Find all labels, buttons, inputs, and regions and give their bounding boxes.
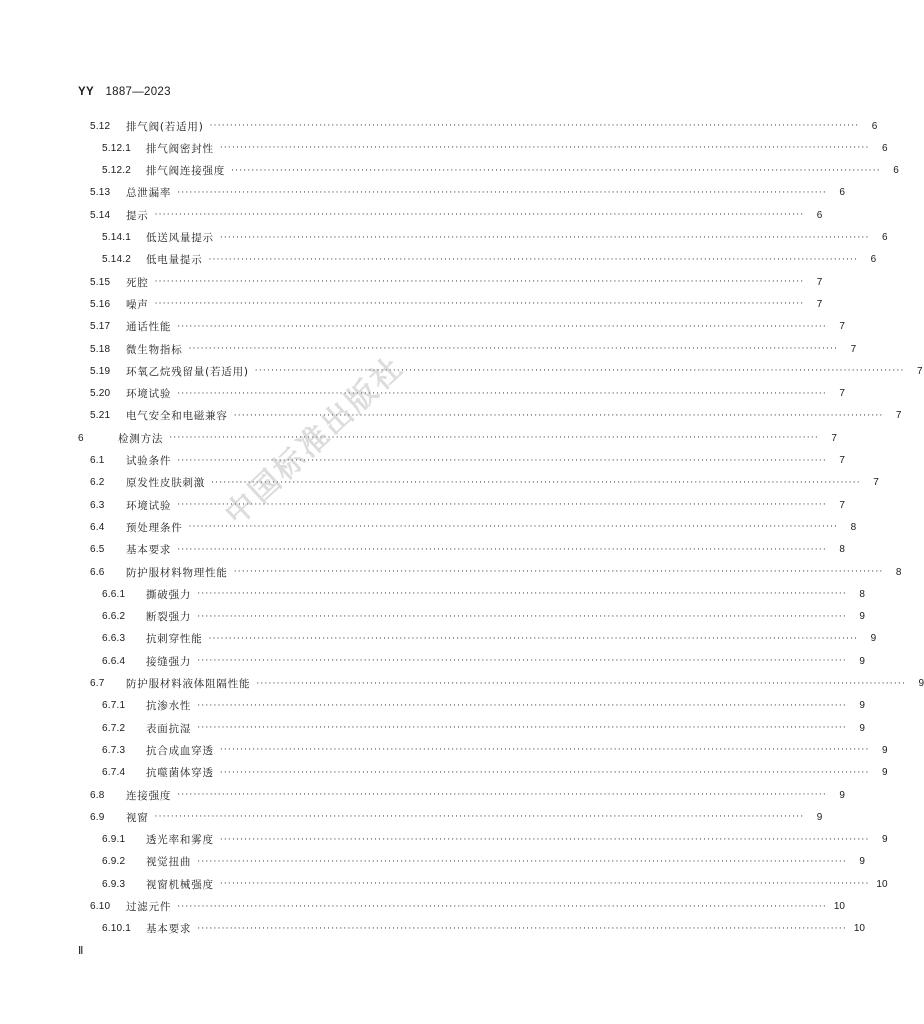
toc-entry-number: 6.10 bbox=[90, 901, 111, 912]
toc-entry-page: 10 bbox=[876, 878, 888, 890]
toc-leader-dots: ································································································································································ bbox=[256, 678, 907, 689]
toc-entry[interactable] bbox=[90, 340, 857, 358]
toc-entry-number: 6.6.3 bbox=[102, 633, 126, 645]
toc-entry-title: 抗刺穿性能 bbox=[146, 633, 203, 646]
toc-entry[interactable] bbox=[90, 184, 845, 202]
toc-entry-title: 基本要求 bbox=[146, 923, 192, 936]
toc-entry-number: 6.7.3 bbox=[102, 744, 126, 756]
toc-leader-dots: ································································································································································ bbox=[177, 321, 827, 332]
toc-leader-dots: ································································································································································ bbox=[219, 232, 870, 243]
toc-entry-page: 9 bbox=[859, 700, 865, 712]
toc-leader-dots: ································································································································································ bbox=[219, 834, 870, 845]
toc-entry-number: 5.12 bbox=[90, 120, 111, 132]
toc-entry-page: 9 bbox=[859, 722, 865, 734]
toc-entry-title: 防护服材料液体阻隔性能 bbox=[126, 678, 251, 690]
toc-entry-number: 6.10.1 bbox=[102, 923, 132, 935]
toc-leader-dots: ································································································································································ bbox=[197, 611, 847, 622]
toc-leader-dots: ································································································································································ bbox=[233, 410, 884, 421]
toc-leader-dots: ································································································································································ bbox=[197, 856, 847, 867]
toc-entry[interactable] bbox=[102, 920, 865, 938]
toc-entry-title: 视觉扭曲 bbox=[146, 856, 192, 869]
toc-entry[interactable] bbox=[102, 251, 877, 269]
toc-entry-page: 8 bbox=[839, 544, 845, 556]
page-numeral: Ⅱ bbox=[78, 945, 84, 957]
toc-entry[interactable] bbox=[78, 429, 837, 447]
toc-leader-dots: ································································································································································ bbox=[154, 277, 805, 288]
toc-entry[interactable] bbox=[90, 808, 823, 826]
toc-entry-title: 视窗 bbox=[126, 811, 149, 824]
standard-number: 1887—2023 bbox=[105, 86, 171, 98]
toc-entry-title: 排气阀密封性 bbox=[146, 142, 214, 155]
toc-entry-title: 表面抗湿 bbox=[146, 722, 192, 735]
toc-entry-page: 10 bbox=[833, 901, 845, 912]
toc-entry-number: 6.4 bbox=[90, 521, 105, 533]
toc-entry-page: 7 bbox=[839, 455, 845, 466]
toc-entry-page: 6 bbox=[893, 165, 899, 177]
toc-leader-dots: ································································································································································ bbox=[211, 477, 861, 488]
toc-entry-page: 9 bbox=[881, 744, 888, 756]
toc-entry[interactable] bbox=[102, 764, 888, 782]
toc-leader-dots: ································································································································································ bbox=[177, 500, 827, 511]
toc-leader-dots: ································································································································································ bbox=[254, 366, 905, 377]
toc-leader-dots: ································································································································································ bbox=[197, 656, 847, 667]
standard-code: YY bbox=[78, 86, 94, 98]
toc-entry-page: 7 bbox=[839, 321, 845, 333]
toc-leader-dots: ································································································································································ bbox=[209, 121, 860, 131]
toc-entry-number: 6.3 bbox=[90, 499, 105, 511]
toc-entry[interactable] bbox=[90, 117, 878, 135]
toc-entry-title: 透光率和雾度 bbox=[146, 834, 214, 847]
toc-entry-page: 9 bbox=[870, 633, 877, 645]
toc-entry-number: 5.20 bbox=[90, 388, 111, 400]
toc-leader-dots: ································································································································································ bbox=[233, 567, 884, 577]
toc-leader-dots: ································································································································································ bbox=[219, 879, 870, 890]
toc-leader-dots: ································································································································································ bbox=[177, 455, 827, 466]
toc-entry-page: 7 bbox=[831, 432, 837, 444]
toc-entry-title: 排气阀(若适用) bbox=[126, 120, 204, 133]
toc-entry-page: 8 bbox=[850, 521, 857, 533]
toc-entry-title: 噪声 bbox=[126, 298, 149, 311]
toc-entry-page: 7 bbox=[816, 276, 823, 288]
toc-entry-number: 5.16 bbox=[90, 298, 111, 310]
toc-entry[interactable] bbox=[90, 518, 857, 536]
toc-entry-title: 总泄漏率 bbox=[126, 187, 172, 200]
toc-entry-title: 抗噬菌体穿透 bbox=[146, 767, 214, 780]
toc-entry[interactable] bbox=[102, 853, 865, 871]
toc-entry-number: 6.9 bbox=[90, 811, 105, 823]
toc-entry[interactable] bbox=[102, 608, 865, 626]
toc-entry-number: 5.14 bbox=[90, 209, 111, 221]
toc-entry-title: 排气阀连接强度 bbox=[146, 165, 226, 178]
toc-entry[interactable] bbox=[90, 474, 879, 492]
toc-entry-number: 5.21 bbox=[90, 410, 111, 422]
toc-entry[interactable] bbox=[102, 741, 888, 759]
toc-entry[interactable] bbox=[90, 318, 845, 336]
toc-entry-number: 5.12.2 bbox=[102, 165, 132, 177]
toc-entry[interactable] bbox=[90, 898, 845, 916]
toc-leader-dots: ································································································································································ bbox=[177, 544, 827, 555]
toc-entry-title: 连接强度 bbox=[126, 789, 172, 802]
toc-entry-number: 5.13 bbox=[90, 187, 111, 199]
toc-entry-number: 5.15 bbox=[90, 276, 111, 288]
toc-entry[interactable] bbox=[102, 719, 865, 737]
toc-entry-page: 7 bbox=[873, 477, 879, 489]
toc-entry-number: 6.6.1 bbox=[102, 588, 126, 600]
toc-entry[interactable] bbox=[102, 585, 865, 603]
toc-entry-number: 6.8 bbox=[90, 789, 105, 801]
toc-entry-title: 环境试验 bbox=[126, 388, 172, 401]
toc-entry-title: 死腔 bbox=[126, 276, 149, 289]
toc-entry[interactable] bbox=[90, 675, 924, 693]
toc-entry[interactable] bbox=[102, 139, 888, 157]
toc-leader-dots: ································································································································································ bbox=[177, 901, 827, 912]
toc-entry-page: 9 bbox=[881, 834, 888, 846]
toc-entry-number: 6.7.4 bbox=[102, 767, 126, 779]
toc-entry-title: 提示 bbox=[126, 209, 149, 222]
toc-leader-dots: ································································································································································ bbox=[219, 143, 870, 154]
toc-entry-page: 9 bbox=[839, 789, 845, 801]
toc-entry[interactable] bbox=[102, 162, 899, 180]
toc-leader-dots: ································································································································································ bbox=[177, 187, 827, 198]
toc-entry[interactable] bbox=[90, 563, 902, 581]
toc-entry-number: 6.6 bbox=[90, 566, 105, 578]
toc-entry-page: 6 bbox=[839, 187, 845, 199]
toc-entry[interactable] bbox=[90, 206, 823, 224]
toc-entry-page: 7 bbox=[839, 499, 845, 511]
toc-entry-page: 6 bbox=[871, 120, 878, 132]
toc-entry[interactable] bbox=[90, 407, 902, 425]
toc-entry-number: 6.2 bbox=[90, 477, 105, 489]
toc-entry[interactable] bbox=[90, 362, 923, 380]
toc-entry-title: 原发性皮肤刺激 bbox=[126, 477, 206, 490]
toc-entry[interactable] bbox=[90, 273, 823, 291]
toc-entry-title: 环氧乙烷残留量(若适用) bbox=[126, 365, 249, 378]
toc-entry[interactable] bbox=[90, 452, 845, 470]
toc-entry-number: 6.9.3 bbox=[102, 878, 126, 890]
toc-entry[interactable] bbox=[90, 385, 845, 403]
toc-entry[interactable] bbox=[102, 630, 877, 648]
toc-entry-title: 基本要求 bbox=[126, 544, 172, 557]
toc-entry-title: 电气安全和电磁兼容 bbox=[126, 410, 228, 423]
toc-entry-number: 6.6.4 bbox=[102, 655, 126, 667]
toc-entry-number: 6.9.1 bbox=[102, 834, 126, 846]
toc-entry-page: 9 bbox=[859, 611, 865, 623]
toc-entry-page: 6 bbox=[881, 142, 888, 154]
toc-leader-dots: ································································································································································ bbox=[208, 254, 859, 265]
toc-leader-dots: ································································································································································ bbox=[197, 589, 847, 600]
toc-entry-number: 6.7.2 bbox=[102, 722, 126, 734]
toc-entry-number: 5.19 bbox=[90, 365, 111, 377]
toc-entry-number: 6.6.2 bbox=[102, 611, 126, 623]
toc-entry-title: 防护服材料物理性能 bbox=[126, 566, 228, 579]
toc-entry-page: 9 bbox=[816, 811, 823, 823]
toc-entry-number: 6.5 bbox=[90, 544, 105, 556]
toc-leader-dots: ································································································································································ bbox=[231, 165, 881, 176]
toc-entry-number: 5.18 bbox=[90, 343, 111, 355]
toc-entry-title: 接缝强力 bbox=[146, 655, 192, 668]
toc-entry[interactable] bbox=[102, 229, 888, 247]
toc-entry-title: 通话性能 bbox=[126, 321, 172, 334]
toc-leader-dots: ································································································································································ bbox=[177, 388, 827, 399]
toc-entry-page: 7 bbox=[850, 343, 857, 355]
toc-entry-page: 6 bbox=[881, 232, 888, 243]
toc-entry-title: 环境试验 bbox=[126, 499, 172, 512]
toc-leader-dots: ································································································································································ bbox=[219, 745, 870, 756]
toc-entry-page: 8 bbox=[895, 566, 902, 578]
toc-entry-title: 抗渗水性 bbox=[146, 700, 192, 713]
toc-entry-page: 9 bbox=[859, 856, 865, 868]
toc-leader-dots: ································································································································································ bbox=[197, 700, 847, 711]
toc-entry[interactable] bbox=[90, 295, 823, 313]
toc-entry[interactable] bbox=[90, 496, 845, 514]
toc-entry-page: 9 bbox=[918, 678, 924, 689]
toc-entry-number: 6.7 bbox=[90, 678, 105, 689]
toc-leader-dots: ································································································································································ bbox=[188, 522, 839, 533]
toc-entry-title: 低送风量提示 bbox=[146, 232, 214, 244]
toc-entry-title: 检测方法 bbox=[118, 432, 164, 445]
toc-entry[interactable] bbox=[90, 786, 845, 804]
toc-entry-title: 视窗机械强度 bbox=[146, 878, 214, 891]
toc-entry-page: 7 bbox=[839, 388, 845, 400]
toc-entry-page: 6 bbox=[816, 209, 823, 221]
toc-entry-page: 6 bbox=[870, 254, 877, 266]
toc-entry-number: 6.1 bbox=[90, 455, 105, 466]
toc-entry-number: 6.7.1 bbox=[102, 700, 126, 712]
toc-entry-title: 试验条件 bbox=[126, 455, 172, 467]
toc-entry-page: 9 bbox=[881, 767, 888, 779]
toc-entry-page: 8 bbox=[859, 588, 865, 600]
toc-entry-page: 10 bbox=[853, 923, 865, 935]
toc-leader-dots: ································································································································································ bbox=[188, 344, 839, 354]
toc-entry-number: 5.17 bbox=[90, 321, 111, 333]
toc-entry[interactable] bbox=[102, 697, 865, 715]
toc-entry-number: 6 bbox=[78, 432, 84, 444]
toc-leader-dots: ································································································································································ bbox=[169, 433, 819, 444]
toc-entry[interactable] bbox=[90, 541, 845, 559]
toc-entry-page: 7 bbox=[816, 298, 823, 310]
toc-entry[interactable] bbox=[102, 831, 888, 849]
toc-entry[interactable] bbox=[102, 652, 865, 670]
toc-entry-title: 预处理条件 bbox=[126, 521, 183, 534]
publisher-watermark: 中国标准出版社 bbox=[218, 349, 412, 533]
toc-entry-title: 撕破强力 bbox=[146, 588, 192, 601]
toc-leader-dots: ································································································································································ bbox=[154, 210, 805, 221]
document-header bbox=[78, 86, 171, 98]
toc-entry-page: 7 bbox=[916, 365, 923, 377]
toc-entry-number: 6.9.2 bbox=[102, 856, 126, 868]
toc-entry-title: 低电量提示 bbox=[146, 254, 203, 267]
toc-entry-title: 断裂强力 bbox=[146, 611, 192, 624]
toc-entry-title: 过滤元件 bbox=[126, 901, 172, 913]
toc-leader-dots: ································································································································································ bbox=[197, 723, 847, 734]
toc-leader-dots: ································································································································································ bbox=[219, 767, 870, 778]
toc-leader-dots: ································································································································································ bbox=[208, 633, 859, 644]
toc-entry-page: 7 bbox=[895, 410, 902, 422]
toc-entry-page: 9 bbox=[859, 655, 865, 667]
toc-entry-number: 5.12.1 bbox=[102, 142, 132, 154]
toc-leader-dots: ································································································································································ bbox=[154, 812, 805, 823]
toc-leader-dots: ································································································································································ bbox=[177, 790, 827, 800]
toc-leader-dots: ································································································································································ bbox=[154, 299, 805, 310]
toc-entry-number: 5.14.1 bbox=[102, 232, 132, 243]
toc-leader-dots: ································································································································································ bbox=[197, 923, 847, 934]
toc-entry-number: 5.14.2 bbox=[102, 254, 132, 266]
toc-entry[interactable] bbox=[102, 875, 888, 893]
toc-entry-title: 微生物指标 bbox=[126, 343, 183, 356]
toc-entry-title: 抗合成血穿透 bbox=[146, 744, 214, 757]
